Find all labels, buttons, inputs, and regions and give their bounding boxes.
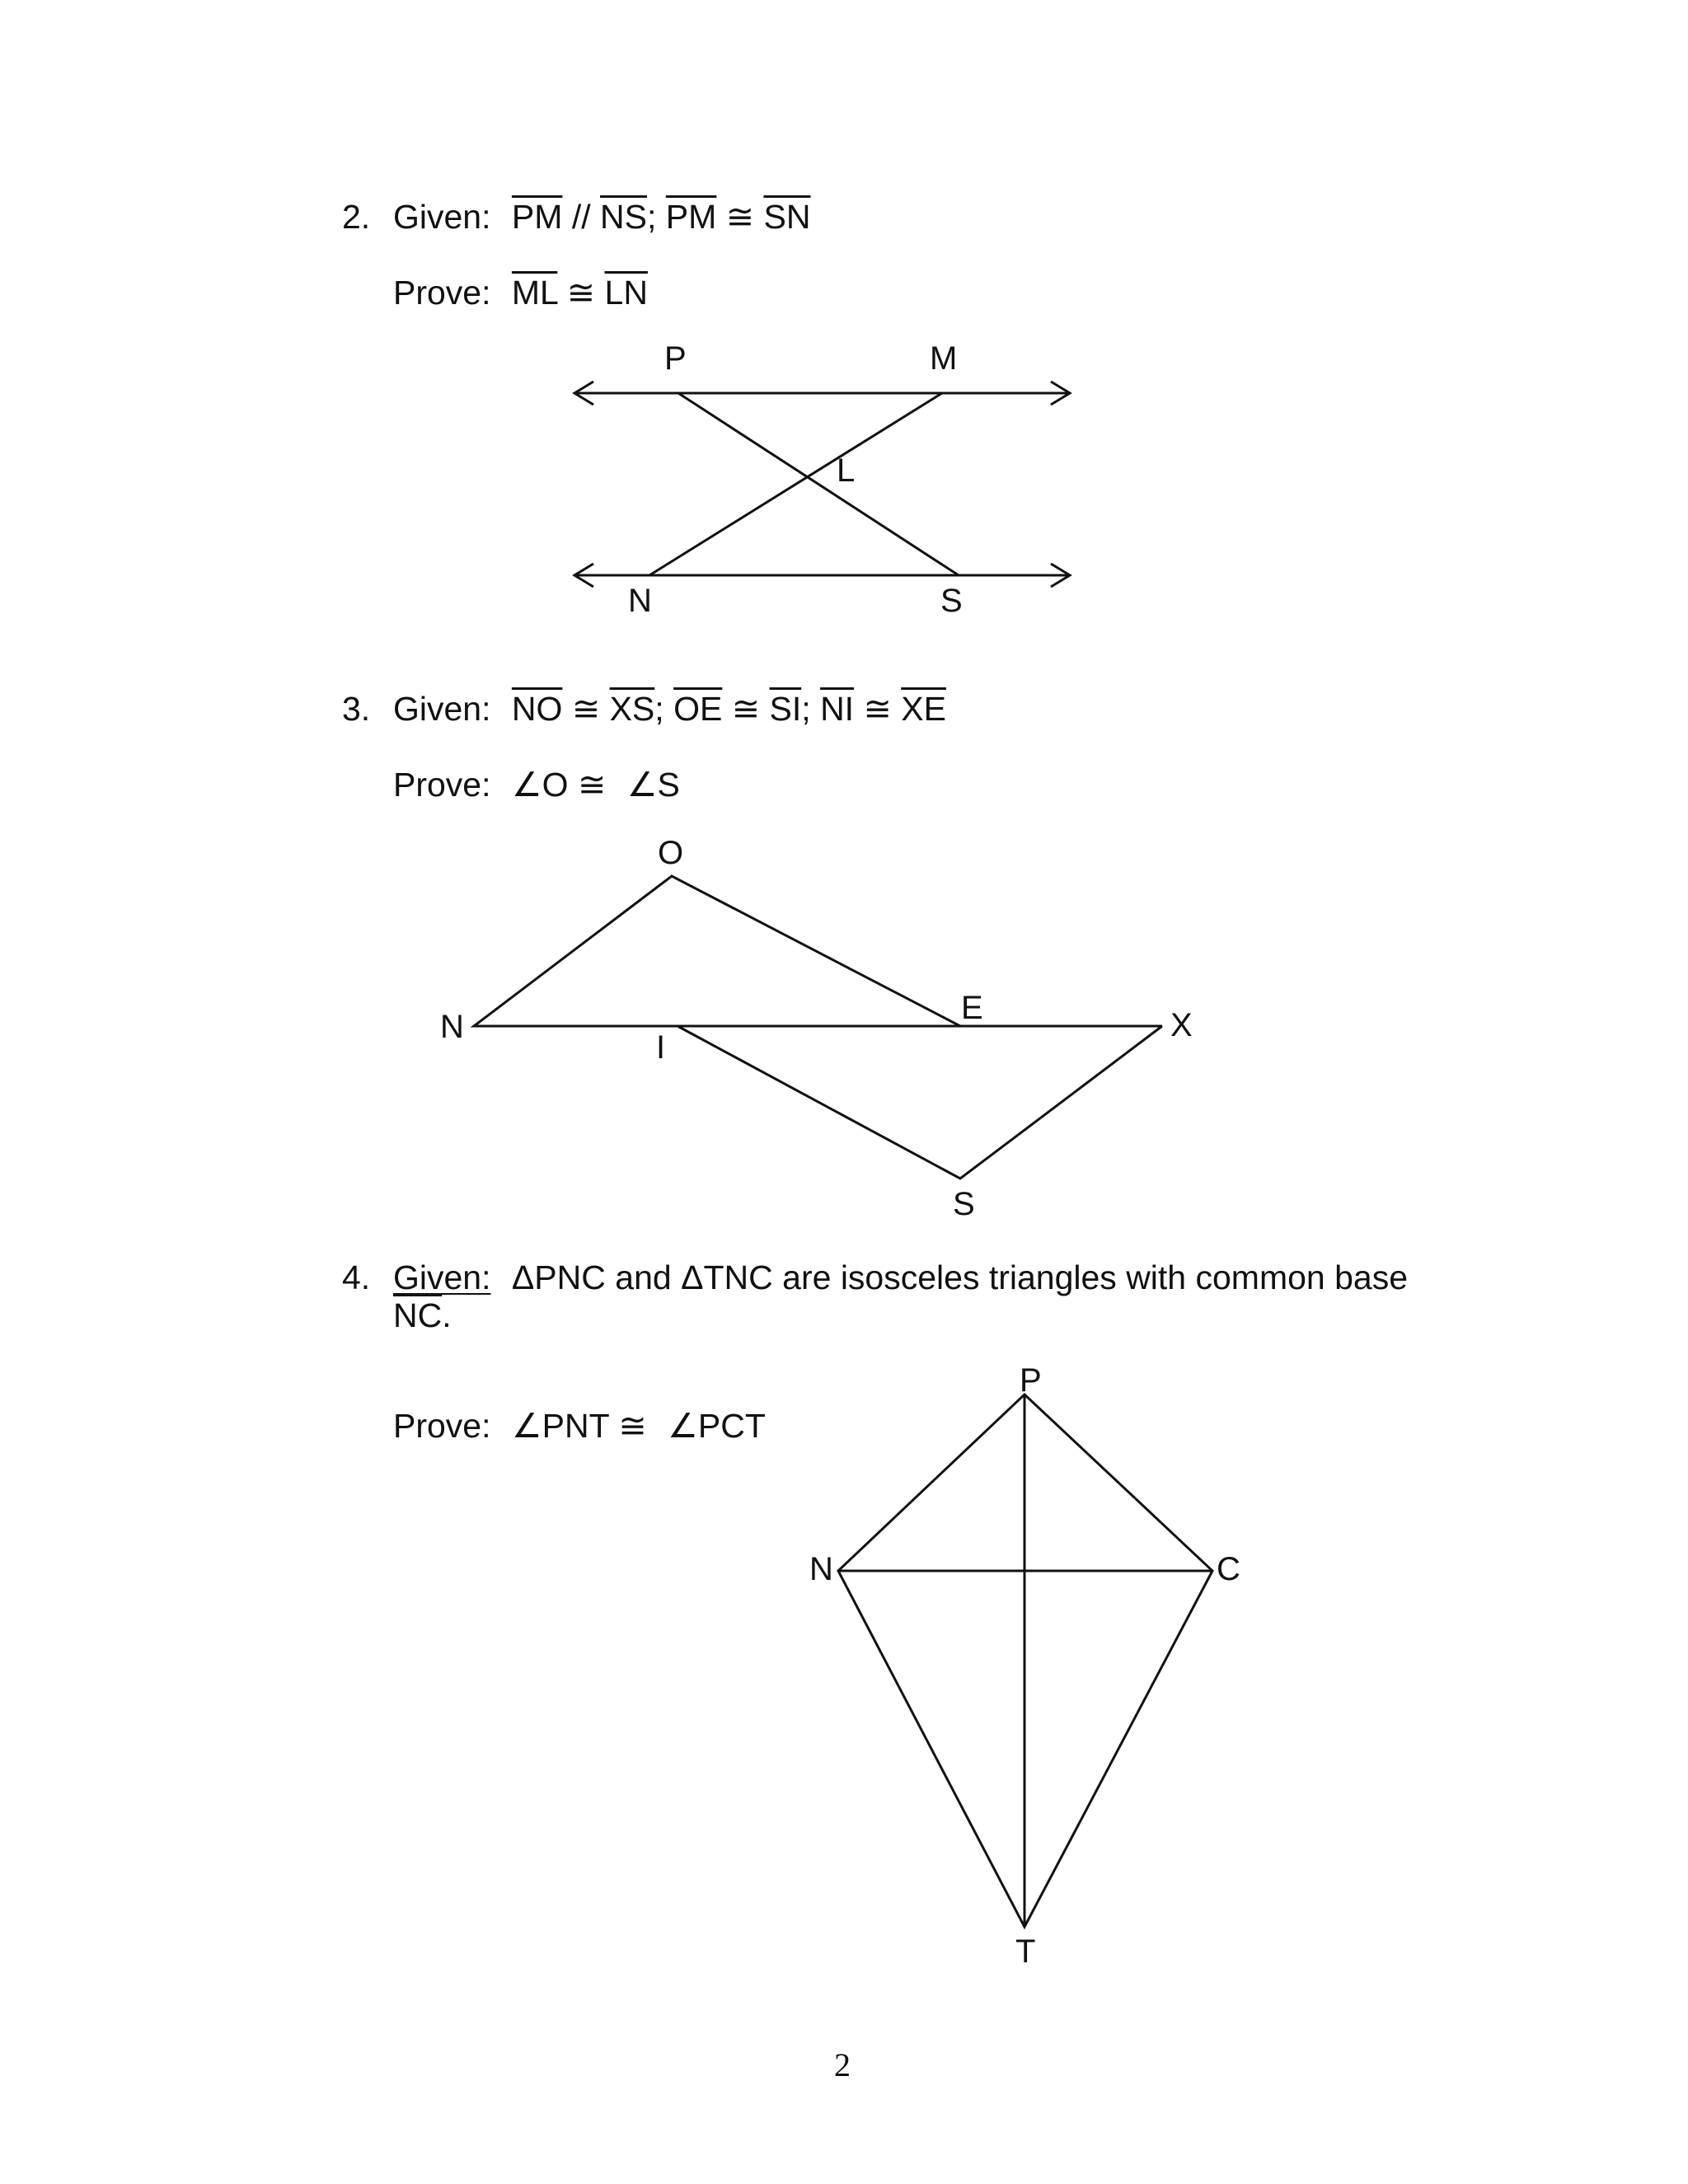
segment-ni: $\overline{NI}$ bbox=[820, 690, 855, 728]
point-label-n: N bbox=[440, 1009, 464, 1045]
point-label-l: L bbox=[837, 452, 856, 489]
problem-number: 3. bbox=[342, 690, 371, 728]
segment-nc: $\overline{NC}$ bbox=[393, 1296, 443, 1334]
given-description: are isosceles triangles with common base bbox=[782, 1258, 1409, 1296]
congruent-symbol: ≅ bbox=[731, 690, 761, 728]
given-label: Given: bbox=[393, 198, 491, 236]
page-number: 2 bbox=[834, 2046, 851, 2083]
congruent-symbol: ≅ bbox=[571, 690, 601, 728]
point-label-x: X bbox=[1170, 1007, 1193, 1043]
given-label: Given: bbox=[393, 690, 491, 728]
point-label-c: C bbox=[1217, 1551, 1240, 1587]
segment-ps bbox=[678, 393, 959, 575]
figure-2 bbox=[574, 340, 1070, 619]
segment-mn bbox=[649, 393, 942, 575]
angle-o-name: O bbox=[542, 766, 569, 804]
congruent-symbol: ≅ bbox=[577, 766, 607, 804]
point-label-n: N bbox=[809, 1551, 833, 1587]
segment-pm: $\overline{PM}$ bbox=[511, 198, 563, 236]
point-label-s: S bbox=[953, 1186, 975, 1222]
angle-symbol: ∠ bbox=[511, 1407, 542, 1445]
congruent-symbol: ≅ bbox=[566, 274, 596, 312]
congruent-symbol: ≅ bbox=[618, 1407, 647, 1445]
and-word: and bbox=[615, 1258, 672, 1296]
segment-si: $\overline{SI}$ bbox=[769, 690, 802, 728]
triangle-symbol: Δ bbox=[681, 1258, 704, 1296]
separator: ; bbox=[646, 198, 657, 236]
point-label-n: N bbox=[628, 583, 652, 619]
segment-xe: $\overline{XE}$ bbox=[901, 690, 946, 728]
point-label-t: T bbox=[1015, 1933, 1036, 1970]
point-label-s: S bbox=[940, 583, 963, 619]
figure-3 bbox=[440, 835, 1193, 1222]
point-label-p: P bbox=[664, 340, 687, 377]
point-label-o: O bbox=[658, 835, 684, 871]
figure-4 bbox=[809, 1362, 1240, 1970]
angle-symbol: ∠ bbox=[626, 766, 658, 804]
prove-label: Prove: bbox=[393, 1407, 491, 1445]
segment-ns: $\overline{NS}$ bbox=[600, 198, 647, 236]
segment-xs: $\overline{XS}$ bbox=[609, 690, 655, 728]
triangle-tnc-name: TNC bbox=[703, 1258, 773, 1296]
problem-number: 2. bbox=[342, 198, 371, 236]
prove-label: Prove: bbox=[393, 274, 491, 312]
point-label-p: P bbox=[1020, 1362, 1042, 1399]
congruent-symbol: ≅ bbox=[725, 198, 755, 236]
triangle-noe bbox=[474, 876, 960, 1026]
period: . bbox=[442, 1296, 452, 1334]
parallel-symbol: // bbox=[571, 198, 591, 236]
given-label: Given: bbox=[393, 1258, 491, 1296]
angle-symbol: ∠ bbox=[668, 1407, 698, 1445]
segment-ln: $\overline{LN}$ bbox=[604, 274, 648, 312]
angle-symbol: ∠ bbox=[511, 766, 542, 804]
separator: ; bbox=[654, 690, 664, 728]
triangle-xsi bbox=[678, 1026, 1162, 1179]
separator: ; bbox=[801, 690, 811, 728]
angle-s-name: S bbox=[657, 766, 680, 804]
problem-number: 4. bbox=[342, 1258, 371, 1296]
angle-pct-name: PCT bbox=[697, 1407, 766, 1445]
triangle-symbol: Δ bbox=[511, 1258, 535, 1296]
segment-pm: $\overline{PM}$ bbox=[665, 198, 717, 236]
congruent-symbol: ≅ bbox=[863, 690, 892, 728]
point-label-e: E bbox=[961, 990, 983, 1026]
segment-ml: $\overline{ML}$ bbox=[511, 274, 558, 312]
segment-oe: $\overline{OE}$ bbox=[673, 690, 723, 728]
point-label-i: I bbox=[656, 1029, 666, 1066]
point-label-m: M bbox=[930, 340, 958, 377]
segment-no: $\overline{NO}$ bbox=[511, 690, 563, 728]
prove-label: Prove: bbox=[393, 766, 491, 804]
angle-pnt-name: PNT bbox=[542, 1407, 609, 1445]
segment-sn: $\overline{SN}$ bbox=[763, 198, 811, 236]
triangle-pnc-name: PNC bbox=[534, 1258, 606, 1296]
